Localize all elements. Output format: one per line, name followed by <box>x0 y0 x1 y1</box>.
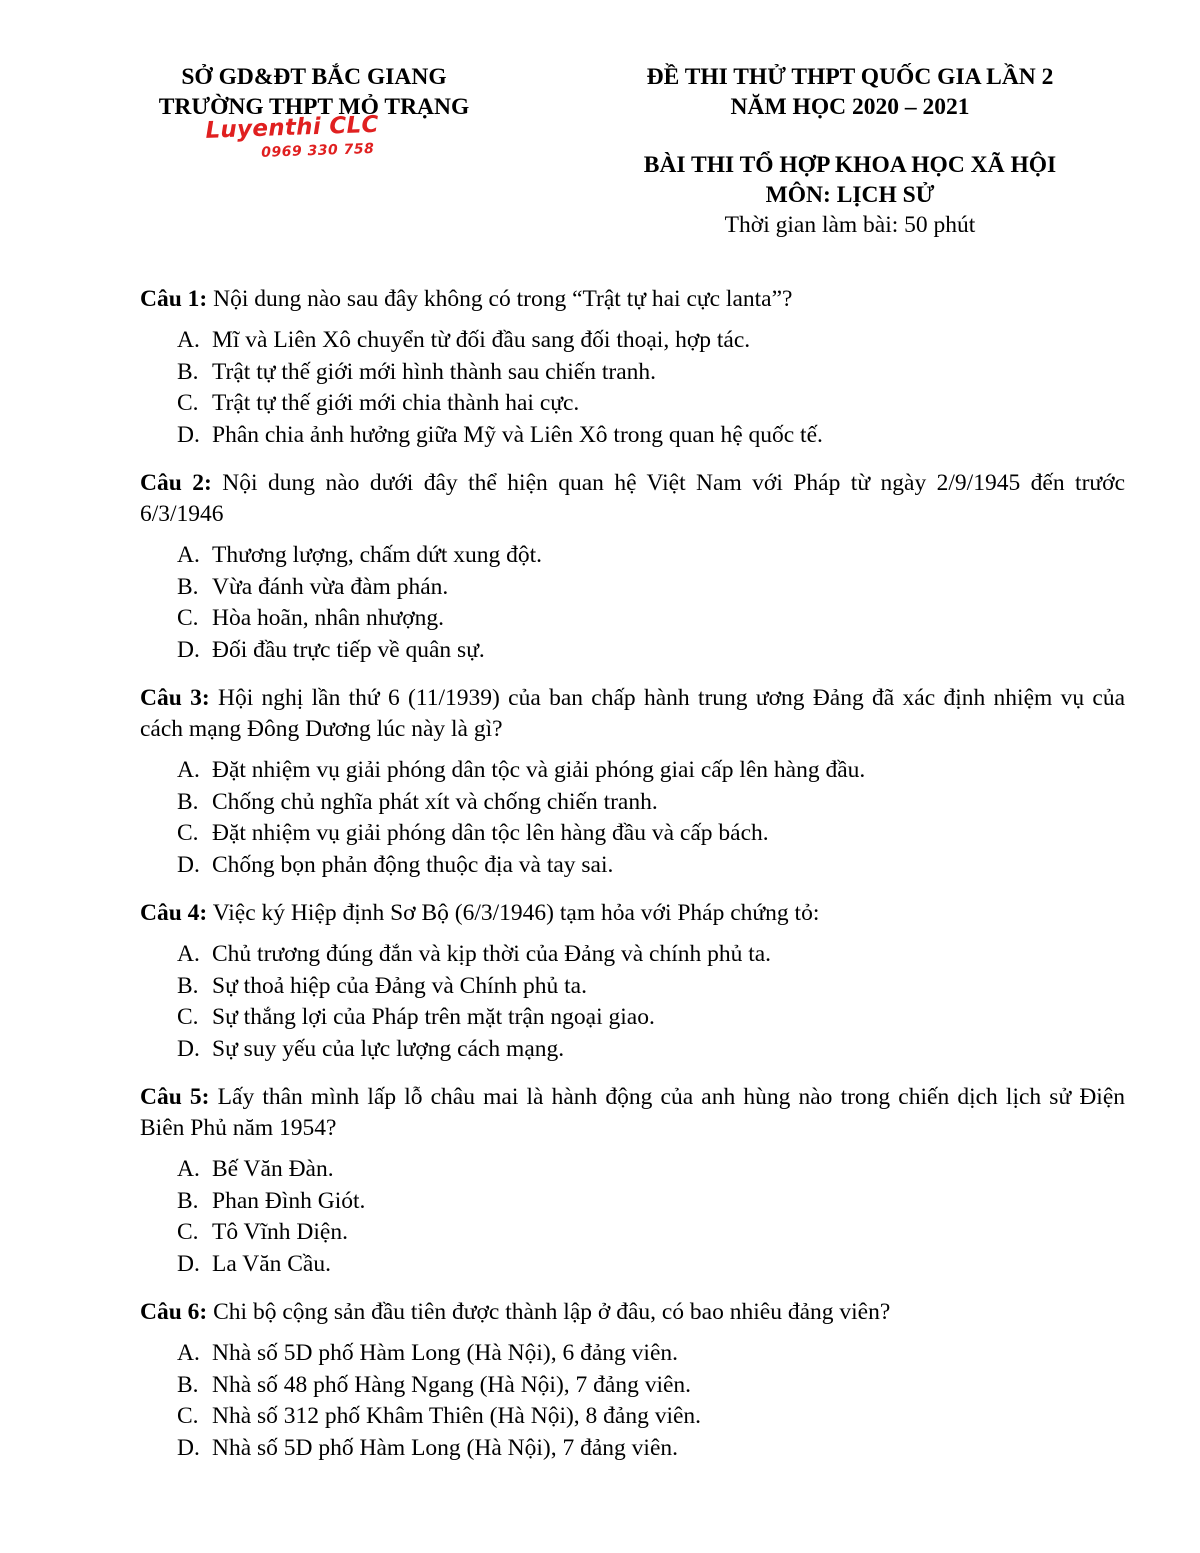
exam-section: BÀI THI TỔ HỢP KHOA HỌC XÃ HỘI <box>643 152 1057 178</box>
option-letter: C. <box>177 605 199 631</box>
answer-option-b <box>140 357 1125 389</box>
watermark-logo <box>200 110 432 166</box>
exam-duration: Thời gian làm bài: 50 phút <box>724 212 976 238</box>
option-text: Đặt nhiệm vụ giải phóng dân tộc lên hàng đầu và cấp bách. <box>212 820 769 846</box>
question-text: Hội nghị lần thứ 6 (11/1939) của ban chấp hành trung ương Đảng đã xác định nhiệm vụ của cách mạng Đông Dương lúc này là gì? <box>140 685 1125 742</box>
question-label: Câu 5: <box>140 1084 210 1110</box>
question-label: Câu 2: <box>140 470 212 496</box>
exam-header <box>570 62 1130 240</box>
question-text: Chi bộ cộng sản đầu tiên được thành lập ở đâu, có bao nhiêu đảng viên? <box>213 1299 891 1325</box>
option-letter: A. <box>177 941 200 967</box>
option-text: Trật tự thế giới mới hình thành sau chiến tranh. <box>212 358 656 385</box>
option-letter: C. <box>177 1004 199 1030</box>
option-text: Thương lượng, chấm dứt xung đột. <box>212 542 543 568</box>
question-label: Câu 4: <box>140 900 208 926</box>
answer-option-d <box>140 635 1125 667</box>
option-letter: D. <box>177 421 200 448</box>
answer-option-d <box>140 850 1125 882</box>
answer-option-b <box>140 572 1125 604</box>
option-text: Sự suy yếu của lực lượng cách mạng. <box>212 1035 565 1062</box>
option-text: Sự thắng lợi của Pháp trên mặt trận ngoại giao. <box>212 1004 655 1030</box>
question-5 <box>140 1082 1125 1280</box>
option-letter: C. <box>177 1403 199 1429</box>
option-letter: C. <box>177 390 199 416</box>
question-label: Câu 3: <box>140 685 210 711</box>
option-letter: D. <box>177 1035 200 1062</box>
question-text: Nội dung nào dưới đây thể hiện quan hệ Việt Nam với Pháp từ ngày 2/9/1945 đến trước 6/3/1946 <box>140 470 1126 527</box>
option-text: Nhà số 312 phố Khâm Thiên (Hà Nội), 8 đảng viên. <box>212 1403 702 1429</box>
option-text: Sự thoả hiệp của Đảng và Chính phủ ta. <box>212 972 587 999</box>
answer-option-b <box>140 1370 1125 1402</box>
answer-option-b <box>140 971 1125 1003</box>
option-text: Nhà số 48 phố Hàng Ngang (Hà Nội), 7 đảng viên. <box>212 1371 692 1398</box>
option-letter: D. <box>177 636 200 663</box>
answer-option-c <box>140 1217 1125 1249</box>
option-letter: A. <box>177 757 200 783</box>
option-letter: D. <box>177 1434 200 1461</box>
question-text: Việc ký Hiệp định Sơ Bộ (6/3/1946) tạm hỏa với Pháp chứng tỏ: <box>212 900 820 926</box>
option-letter: B. <box>177 358 199 385</box>
question-label: Câu 6: <box>140 1299 208 1325</box>
option-letter: A. <box>177 1156 200 1182</box>
option-letter: C. <box>177 1219 199 1245</box>
answer-option-c <box>140 1002 1125 1034</box>
answer-option-c <box>140 1401 1125 1433</box>
option-text: Đối đầu trực tiếp về quân sự. <box>212 636 485 663</box>
option-text: Vừa đánh vừa đàm phán. <box>212 573 449 600</box>
option-letter: B. <box>177 573 199 600</box>
option-letter: B. <box>177 972 199 999</box>
question-1 <box>140 284 1125 451</box>
question-label: Câu 1: <box>140 286 208 312</box>
logo-brand: Luyenthi CLC <box>204 111 380 144</box>
question-6 <box>140 1297 1125 1464</box>
question-text: Lấy thân mình lấp lỗ châu mai là hành động của anh hùng nào trong chiến dịch lịch sử Điện Biên Phủ năm 1954? <box>140 1084 1126 1141</box>
question-4 <box>140 898 1125 1065</box>
option-letter: B. <box>177 1371 199 1398</box>
answer-option-a <box>140 755 1125 787</box>
answer-option-d <box>140 1433 1125 1465</box>
answer-option-a <box>140 1338 1125 1370</box>
answer-option-d <box>140 1249 1125 1281</box>
option-letter: D. <box>177 851 200 878</box>
option-text: Hòa hoãn, nhân nhượng. <box>212 605 445 631</box>
question-3 <box>140 683 1125 881</box>
option-text: Nhà số 5D phố Hàm Long (Hà Nội), 6 đảng viên. <box>212 1340 678 1366</box>
option-text: Chống bọn phản động thuộc địa và tay sai. <box>212 851 614 878</box>
answer-option-d <box>140 1034 1125 1066</box>
option-letter: D. <box>177 1250 200 1277</box>
option-letter: B. <box>177 788 199 815</box>
option-letter: A. <box>177 1340 200 1366</box>
option-letter: A. <box>177 542 200 568</box>
option-text: Phân chia ảnh hưởng giữa Mỹ và Liên Xô trong quan hệ quốc tế. <box>212 421 823 448</box>
answer-option-a <box>140 1154 1125 1186</box>
option-letter: A. <box>177 327 200 353</box>
question-2 <box>140 468 1125 666</box>
answer-option-a <box>140 939 1125 971</box>
option-text: Bế Văn Đàn. <box>212 1156 334 1182</box>
option-letter: C. <box>177 820 199 846</box>
school-year: NĂM HỌC 2020 – 2021 <box>730 94 970 120</box>
answer-option-a <box>140 540 1125 572</box>
option-text: La Văn Cầu. <box>212 1250 331 1277</box>
answer-option-c <box>140 388 1125 420</box>
option-text: Nhà số 5D phố Hàm Long (Hà Nội), 7 đảng viên. <box>212 1434 678 1461</box>
logo-phone: 0969 330 758 <box>260 140 375 161</box>
option-text: Chống chủ nghĩa phát xít và chống chiến tranh. <box>212 788 658 815</box>
option-text: Trật tự thế giới mới chia thành hai cực. <box>212 390 580 416</box>
exam-subject: MÔN: LỊCH SỬ <box>765 182 935 208</box>
option-text: Phan Đình Giót. <box>212 1187 366 1214</box>
option-text: Tô Vĩnh Diện. <box>212 1219 348 1245</box>
answer-option-c <box>140 603 1125 635</box>
option-letter: B. <box>177 1187 199 1214</box>
option-text: Chủ trương đúng đắn và kịp thời của Đảng và chính phủ ta. <box>212 941 772 967</box>
answer-option-a <box>140 325 1125 357</box>
department-name: SỞ GD&ĐT BẮC GIANG <box>181 64 447 90</box>
answer-option-b <box>140 787 1125 819</box>
answer-option-b <box>140 1186 1125 1218</box>
school-name: TRƯỜNG THPT MỎ TRẠNG <box>158 94 470 120</box>
option-text: Đặt nhiệm vụ giải phóng dân tộc và giải phóng giai cấp lên hàng đầu. <box>212 757 866 783</box>
answer-option-d <box>140 420 1125 452</box>
option-text: Mĩ và Liên Xô chuyển từ đối đầu sang đối thoại, hợp tác. <box>212 327 751 353</box>
answer-option-c <box>140 818 1125 850</box>
question-list <box>140 284 1125 1481</box>
question-text: Nội dung nào sau đây không có trong “Trật tự hai cực lanta”? <box>213 286 793 312</box>
exam-title: ĐỀ THI THỬ THPT QUỐC GIA LẦN 2 <box>646 64 1054 90</box>
